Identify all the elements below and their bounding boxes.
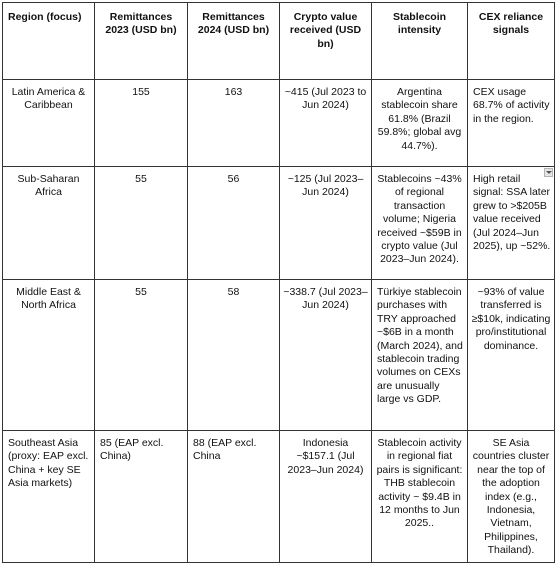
cell-crypto-value: Indonesia ~$157.1 (Jul 2023–Jun 2024) [280,431,372,563]
cell-stablecoin-intensity: Türkiye stablecoin purchases with TRY approached ~$6B in a month (March 2024), and stablecoin trading volumes on CEXs are unusually large vs GDP. [372,280,468,431]
table-row [3,431,555,563]
cell-remittances-2024: 88 (EAP excl. China [188,431,280,563]
cell-stablecoin-intensity: Argentina stablecoin share 61.8% (Brazil 59.8%; global avg 44.7%). [372,80,468,167]
cell-cex-reliance: ~93% of value transferred is ≥$10k, indicating pro/institutional dominance. [468,280,555,431]
cell-remittances-2024: 163 [188,80,280,167]
header-row [3,3,555,80]
table-row [3,80,555,167]
cell-remittances-2024: 58 [188,280,280,431]
header-region: Region (focus) [3,3,95,80]
cell-stablecoin-intensity: Stablecoin activity in regional fiat pairs is significant: THB stablecoin activity ~ $9.4B in 12 months to Jun 2025.. [372,431,468,563]
cell-region: Latin America & Caribbean [3,80,95,167]
cell-crypto-value: ~338.7 (Jul 2023–Jun 2024) [280,280,372,431]
header-stablecoin-intensity: Stablecoin intensity [372,3,468,80]
data-table-wrapper [2,2,555,563]
cell-remittances-2024: 56 [188,167,280,280]
cell-cex-reliance-selected[interactable] [468,167,555,280]
cell-remittances-2023: 55 [95,280,188,431]
dropdown-arrow-icon[interactable] [544,168,553,177]
regional-remittance-table [2,2,555,563]
cell-remittances-2023: 55 [95,167,188,280]
cell-cex-reliance-text: High retail signal: SSA later grew to >$205B value received (Jul 2024–Jun 2025), up ~52%. [473,173,551,253]
cell-crypto-value: ~125 (Jul 2023–Jun 2024) [280,167,372,280]
cell-remittances-2023: 85 (EAP excl. China) [95,431,188,563]
cell-region: Middle East & North Africa [3,280,95,431]
table-row [3,280,555,431]
header-remittances-2023: Remittances 2023 (USD bn) [95,3,188,80]
header-cex-reliance: CEX reliance signals [468,3,555,80]
header-crypto-value: Crypto value received (USD bn) [280,3,372,80]
cell-cex-reliance: CEX usage 68.7% of activity in the region. [468,80,555,167]
cell-crypto-value: ~415 (Jul 2023 to Jun 2024) [280,80,372,167]
cell-region: Southeast Asia (proxy: EAP excl. China + key SE Asia markets) [3,431,95,563]
header-remittances-2024: Remittances 2024 (USD bn) [188,3,280,80]
cell-stablecoin-intensity: Stablecoins ~43% of regional transaction volume; Nigeria received ~$59B in crypto value (Jul 2023–Jun 2024). [372,167,468,280]
table-row [3,167,555,280]
cell-region: Sub-Saharan Africa [3,167,95,280]
cell-remittances-2023: 155 [95,80,188,167]
cell-cex-reliance: SE Asia countries cluster near the top of the adoption index (e.g., Indonesia, Vietnam, Philippines, Thailand). [468,431,555,563]
